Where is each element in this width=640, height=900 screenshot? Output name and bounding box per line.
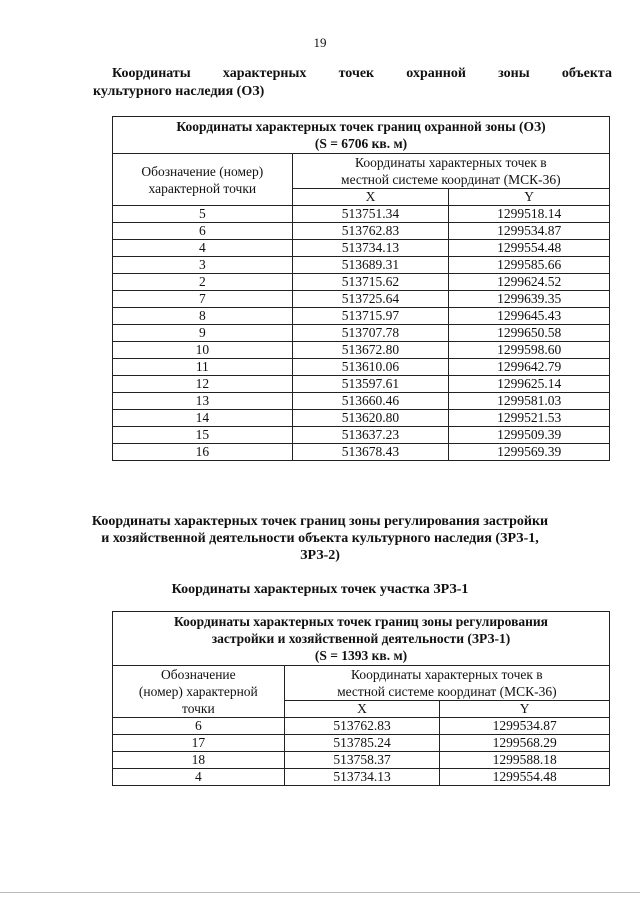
page-bottom-edge <box>0 892 640 893</box>
point-number-cell: 11 <box>113 359 293 376</box>
table-title-line: застройки и хозяйственной деятельности (ЗРЗ-1) <box>211 631 511 646</box>
column-header-coords <box>284 666 609 701</box>
y-coordinate-cell: 1299585.66 <box>449 257 610 274</box>
table-row <box>113 223 610 240</box>
y-coordinate-cell: 1299509.39 <box>449 427 610 444</box>
heading-word: характерных <box>222 66 307 81</box>
table-title-line: (S = 6706 кв. м) <box>314 136 408 151</box>
table-row <box>113 718 610 735</box>
y-coordinate-cell: 1299588.18 <box>440 752 610 769</box>
column-header-x: X <box>284 701 440 718</box>
page-number: 19 <box>313 35 327 50</box>
heading-line: ЗРЗ-2) <box>300 548 340 563</box>
column-header-point <box>113 666 285 718</box>
point-number-cell: 15 <box>113 427 293 444</box>
x-coordinate-cell: 513689.31 <box>292 257 449 274</box>
x-coordinate-cell: 513678.43 <box>292 444 449 461</box>
y-coordinate-cell: 1299598.60 <box>449 342 610 359</box>
point-number-cell: 17 <box>113 735 285 752</box>
x-coordinate-cell: 513715.97 <box>292 308 449 325</box>
table-row <box>113 444 610 461</box>
table-header-row <box>113 666 610 701</box>
header-line: местной системе координат (МСК-36) <box>337 684 557 699</box>
x-coordinate-cell: 513637.23 <box>292 427 449 444</box>
point-number-cell: 16 <box>113 444 293 461</box>
table-row <box>113 342 610 359</box>
table-row <box>113 359 610 376</box>
column-header-x: X <box>292 189 449 206</box>
point-number-cell: 14 <box>113 410 293 427</box>
header-line: Координаты характерных точек в <box>351 667 543 682</box>
heading-word: объекта <box>561 66 612 81</box>
header-line: Обозначение <box>161 667 236 682</box>
table-title-row <box>113 612 610 666</box>
y-coordinate-cell: 1299534.87 <box>440 718 610 735</box>
heading-word: зоны <box>498 66 530 81</box>
y-coordinate-cell: 1299639.35 <box>449 291 610 308</box>
x-coordinate-cell: 513734.13 <box>284 769 440 786</box>
point-number-cell: 7 <box>113 291 293 308</box>
y-coordinate-cell: 1299569.39 <box>449 444 610 461</box>
header-line: (номер) характерной <box>138 684 258 699</box>
heading-word: Координаты <box>112 66 191 81</box>
point-number-cell: 6 <box>113 718 285 735</box>
y-coordinate-cell: 1299645.43 <box>449 308 610 325</box>
table-row <box>113 308 610 325</box>
x-coordinate-cell: 513610.06 <box>292 359 449 376</box>
table-row <box>113 735 610 752</box>
section-heading-oz <box>112 66 612 82</box>
y-coordinate-cell: 1299554.48 <box>449 240 610 257</box>
point-number-cell: 4 <box>113 240 293 257</box>
point-number-cell: 10 <box>113 342 293 359</box>
column-header-coords <box>292 154 609 189</box>
x-coordinate-cell: 513751.34 <box>292 206 449 223</box>
section-heading-zrz <box>0 513 640 564</box>
x-coordinate-cell: 513660.46 <box>292 393 449 410</box>
x-coordinate-cell: 513715.62 <box>292 274 449 291</box>
x-coordinate-cell: 513620.80 <box>292 410 449 427</box>
x-coordinate-cell: 513725.64 <box>292 291 449 308</box>
table-row <box>113 257 610 274</box>
table-title-row <box>113 117 610 154</box>
table-title <box>113 612 610 666</box>
table-body <box>113 718 610 786</box>
y-coordinate-cell: 1299642.79 <box>449 359 610 376</box>
table-title-line: Координаты характерных точек границ зоны регулирования <box>174 614 548 629</box>
heading-word: охранной <box>406 66 466 81</box>
point-number-cell: 18 <box>113 752 285 769</box>
column-header-y: Y <box>449 189 610 206</box>
point-number-cell: 9 <box>113 325 293 342</box>
point-number-cell: 6 <box>113 223 293 240</box>
table-row <box>113 410 610 427</box>
point-number-cell: 5 <box>113 206 293 223</box>
table-row <box>113 240 610 257</box>
x-coordinate-cell: 513597.61 <box>292 376 449 393</box>
x-coordinate-cell: 513762.83 <box>292 223 449 240</box>
x-coordinate-cell: 513762.83 <box>284 718 440 735</box>
table-row <box>113 206 610 223</box>
y-coordinate-cell: 1299568.29 <box>440 735 610 752</box>
table-title <box>113 117 610 154</box>
point-number-cell: 2 <box>113 274 293 291</box>
header-line: местной системе координат (МСК-36) <box>341 172 561 187</box>
heading-line: и хозяйственной деятельности объекта культурного наследия (ЗРЗ-1, <box>101 531 539 546</box>
point-number-cell: 8 <box>113 308 293 325</box>
point-number-cell: 3 <box>113 257 293 274</box>
y-coordinate-cell: 1299581.03 <box>449 393 610 410</box>
table-row <box>113 427 610 444</box>
header-line: точки <box>181 701 215 716</box>
section-heading-oz-line1 <box>112 66 612 82</box>
table-row <box>113 769 610 786</box>
table-header-row <box>113 154 610 189</box>
point-number-cell: 12 <box>113 376 293 393</box>
y-coordinate-cell: 1299554.48 <box>440 769 610 786</box>
header-line: Координаты характерных точек в <box>354 155 547 170</box>
table-body <box>113 206 610 461</box>
table-row <box>113 393 610 410</box>
y-coordinate-cell: 1299534.87 <box>449 223 610 240</box>
header-line: Обозначение (номер) <box>141 163 264 179</box>
y-coordinate-cell: 1299521.53 <box>449 410 610 427</box>
y-coordinate-cell: 1299624.52 <box>449 274 610 291</box>
heading-word: точек <box>338 66 375 81</box>
column-header-point <box>113 154 293 206</box>
x-coordinate-cell: 513758.37 <box>284 752 440 769</box>
section-heading-zrz1: Координаты характерных точек участка ЗРЗ-1 <box>171 582 469 597</box>
zrz1-coordinates-table <box>112 611 610 786</box>
table-title-line: Координаты характерных точек границ охранной зоны (ОЗ) <box>176 119 546 134</box>
table-title-line: (S = 1393 кв. м) <box>314 648 408 663</box>
point-number-cell: 4 <box>113 769 285 786</box>
x-coordinate-cell: 513785.24 <box>284 735 440 752</box>
heading-line: Координаты характерных точек границ зоны регулирования застройки <box>91 514 549 529</box>
x-coordinate-cell: 513734.13 <box>292 240 449 257</box>
point-number-cell: 13 <box>113 393 293 410</box>
table-row <box>113 325 610 342</box>
x-coordinate-cell: 513707.78 <box>292 325 449 342</box>
table-row <box>113 752 610 769</box>
y-coordinate-cell: 1299650.58 <box>449 325 610 342</box>
table-row <box>113 274 610 291</box>
section-heading-oz-line2: культурного наследия (ОЗ) <box>93 84 265 99</box>
column-header-y: Y <box>440 701 610 718</box>
table-row <box>113 376 610 393</box>
x-coordinate-cell: 513672.80 <box>292 342 449 359</box>
y-coordinate-cell: 1299625.14 <box>449 376 610 393</box>
oz-coordinates-table <box>112 116 610 461</box>
header-line: характерной точки <box>148 180 257 196</box>
table-row <box>113 291 610 308</box>
y-coordinate-cell: 1299518.14 <box>449 206 610 223</box>
